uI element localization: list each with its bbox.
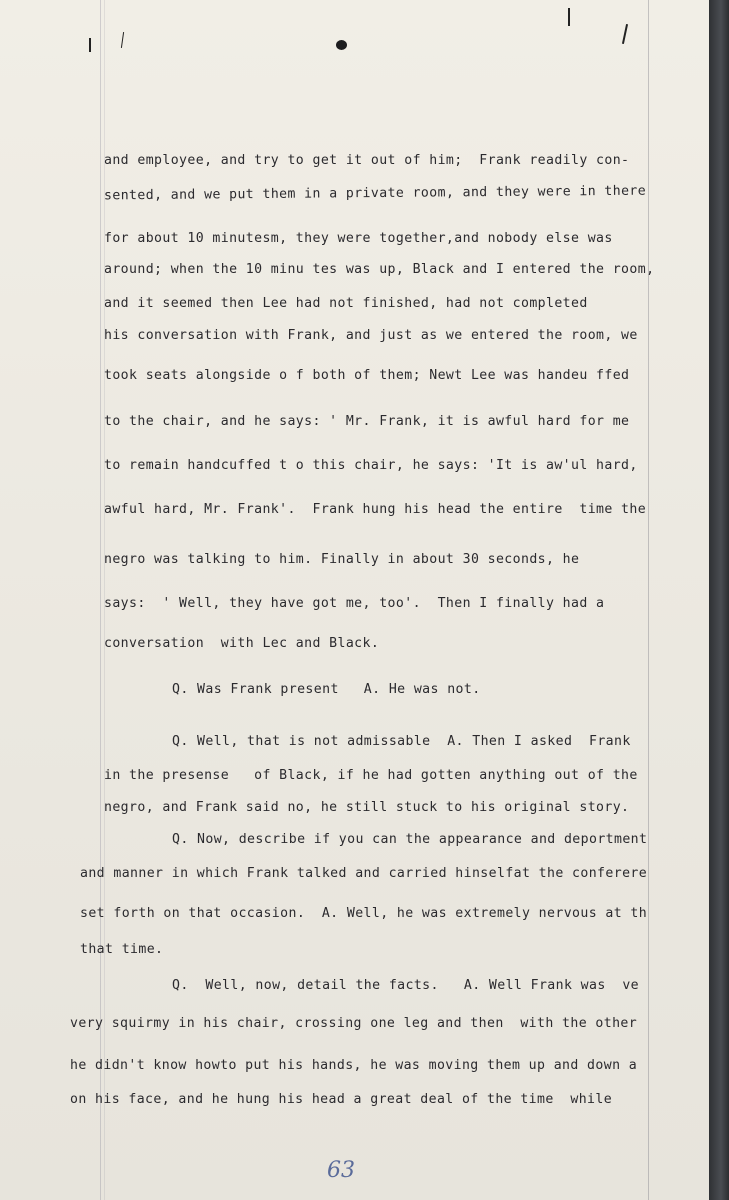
- text-line: negro was talking to him. Finally in about 30 seconds, he: [104, 552, 580, 567]
- text-line: Q. Well, that is not admissable A. Then I asked Frank: [172, 734, 631, 749]
- text-line: for about 10 minutesm, they were together,and nobody else was: [104, 231, 613, 246]
- text-line: to remain handcuffed t o this chair, he says: 'It is aw'ul hard,: [104, 458, 638, 473]
- pen-mark: [121, 32, 124, 48]
- text-line: that time.: [80, 942, 164, 957]
- right-rule-line: [648, 0, 649, 1200]
- text-line: Q. Well, now, detail the facts. A. Well Frank was ve: [172, 978, 640, 993]
- text-line: around; when the 10 minu tes was up, Black and I entered the room,: [104, 262, 655, 277]
- text-line: very squirmy in his chair, crossing one leg and then with the other: [70, 1016, 638, 1031]
- text-line: awful hard, Mr. Frank'. Frank hung his head the entire time the: [104, 502, 647, 517]
- text-line: Q. Now, describe if you can the appearance and deportment: [172, 832, 648, 847]
- pen-mark: [622, 24, 628, 44]
- text-line: sented, and we put them in a private room, and they were in there: [103, 183, 647, 204]
- text-line: his conversation with Frank, and just as we entered the room, we: [104, 328, 638, 343]
- text-line: set forth on that occasion. A. Well, he was extremely nervous at th: [80, 906, 648, 921]
- text-line: he didn't know howto put his hands, he was moving them up and down a: [70, 1058, 638, 1073]
- text-line: Q. Was Frank present A. He was not.: [172, 682, 481, 697]
- text-line: and employee, and try to get it out of him; Frank readily con-: [104, 153, 630, 168]
- text-line: on his face, and he hung his head a great deal of the time while: [70, 1092, 613, 1107]
- scanner-background-edge: [709, 0, 729, 1200]
- text-line: to the chair, and he says: ' Mr. Frank, it is awful hard for me: [104, 414, 630, 429]
- pen-mark: [568, 8, 570, 26]
- text-line: took seats alongside o f both of them; Newt Lee was handeu ffed: [104, 368, 630, 383]
- text-line: and manner in which Frank talked and carried hinselfat the conferere: [80, 866, 648, 881]
- punch-hole-mark: [336, 40, 347, 50]
- text-line: negro, and Frank said no, he still stuck to his original story.: [104, 800, 630, 815]
- text-line: conversation with Lec and Black.: [104, 636, 380, 651]
- text-line: says: ' Well, they have got me, too'. Then I finally had a: [104, 596, 605, 611]
- pen-mark: [89, 38, 91, 52]
- text-line: in the presense of Black, if he had gotten anything out of the: [104, 768, 638, 783]
- text-line: and it seemed then Lee had not finished, had not completed: [104, 296, 588, 311]
- page-number: 63: [327, 1158, 355, 1183]
